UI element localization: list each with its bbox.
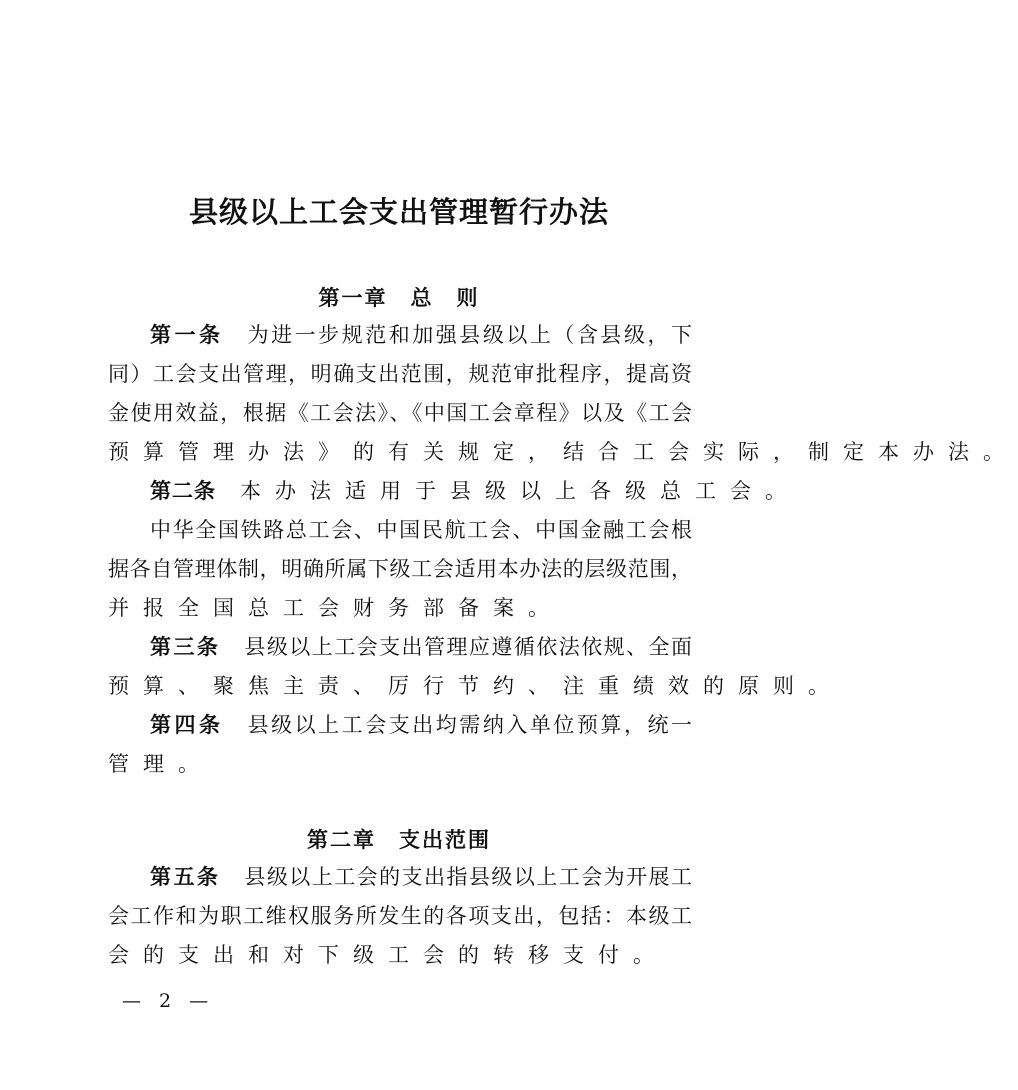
article-text: 会的支出和对下级工会的转移支付。 [108,943,668,967]
chapter-heading-2: 第二章 支出范围 [307,827,491,852]
text-line [150,862,692,892]
article-text: 金使用效益，根据《工会法》、《中国工会章程》以及《工会 [108,401,692,425]
article-label: 第二条 [150,478,216,503]
page-number: — 2 — [122,990,215,1012]
text-line [108,593,692,623]
text-line [150,710,692,740]
text-line [108,749,692,779]
text-line [150,632,692,662]
article-text: 为进一步规范和加强县级以上（含县级，下 [247,323,693,347]
article-text: 预算、聚焦主责、厉行节约、注重绩效的原则。 [108,674,843,698]
text-line [108,398,692,428]
document-title: 县级以上工会支出管理暂行办法 [188,195,609,229]
article-text: 县级以上工会的支出指县级以上工会为开展工 [244,865,693,889]
article-label: 第一条 [150,322,224,347]
article-text: 本办法适用于县级以上各级总工会。 [240,479,800,503]
text-line [150,515,692,545]
article-text: 县级以上工会支出均需纳入单位预算，统一 [247,713,693,737]
article-label: 第三条 [150,634,221,659]
article-label: 第四条 [150,712,224,737]
article-label: 第五条 [150,864,221,889]
text-line [108,437,1018,467]
text-line [108,940,692,970]
article-text: 据各自管理体制，明确所属下级工会适用本办法的层级范围， [108,557,692,581]
article-text: 并报全国总工会财务部备案。 [108,596,563,620]
text-line [108,554,692,584]
text-line [150,320,692,350]
article-text: 预算管理办法》的有关规定，结合工会实际，制定本办法。 [108,440,1018,464]
article-text: 县级以上工会支出管理应遵循依法依规、全面 [244,635,693,659]
text-line [108,359,692,389]
text-line [108,671,843,701]
article-text: 会工作和为职工维权服务所发生的各项支出，包括：本级工 [108,904,692,928]
text-line [108,901,692,931]
article-text: 同）工会支出管理，明确支出范围，规范审批程序，提高资 [108,362,692,386]
article-text: 中华全国铁路总工会、中国民航工会、中国金融工会根 [150,518,692,542]
article-text: 管理。 [108,752,213,776]
text-line [150,476,800,506]
chapter-heading-1: 第一章 总 则 [318,285,480,310]
